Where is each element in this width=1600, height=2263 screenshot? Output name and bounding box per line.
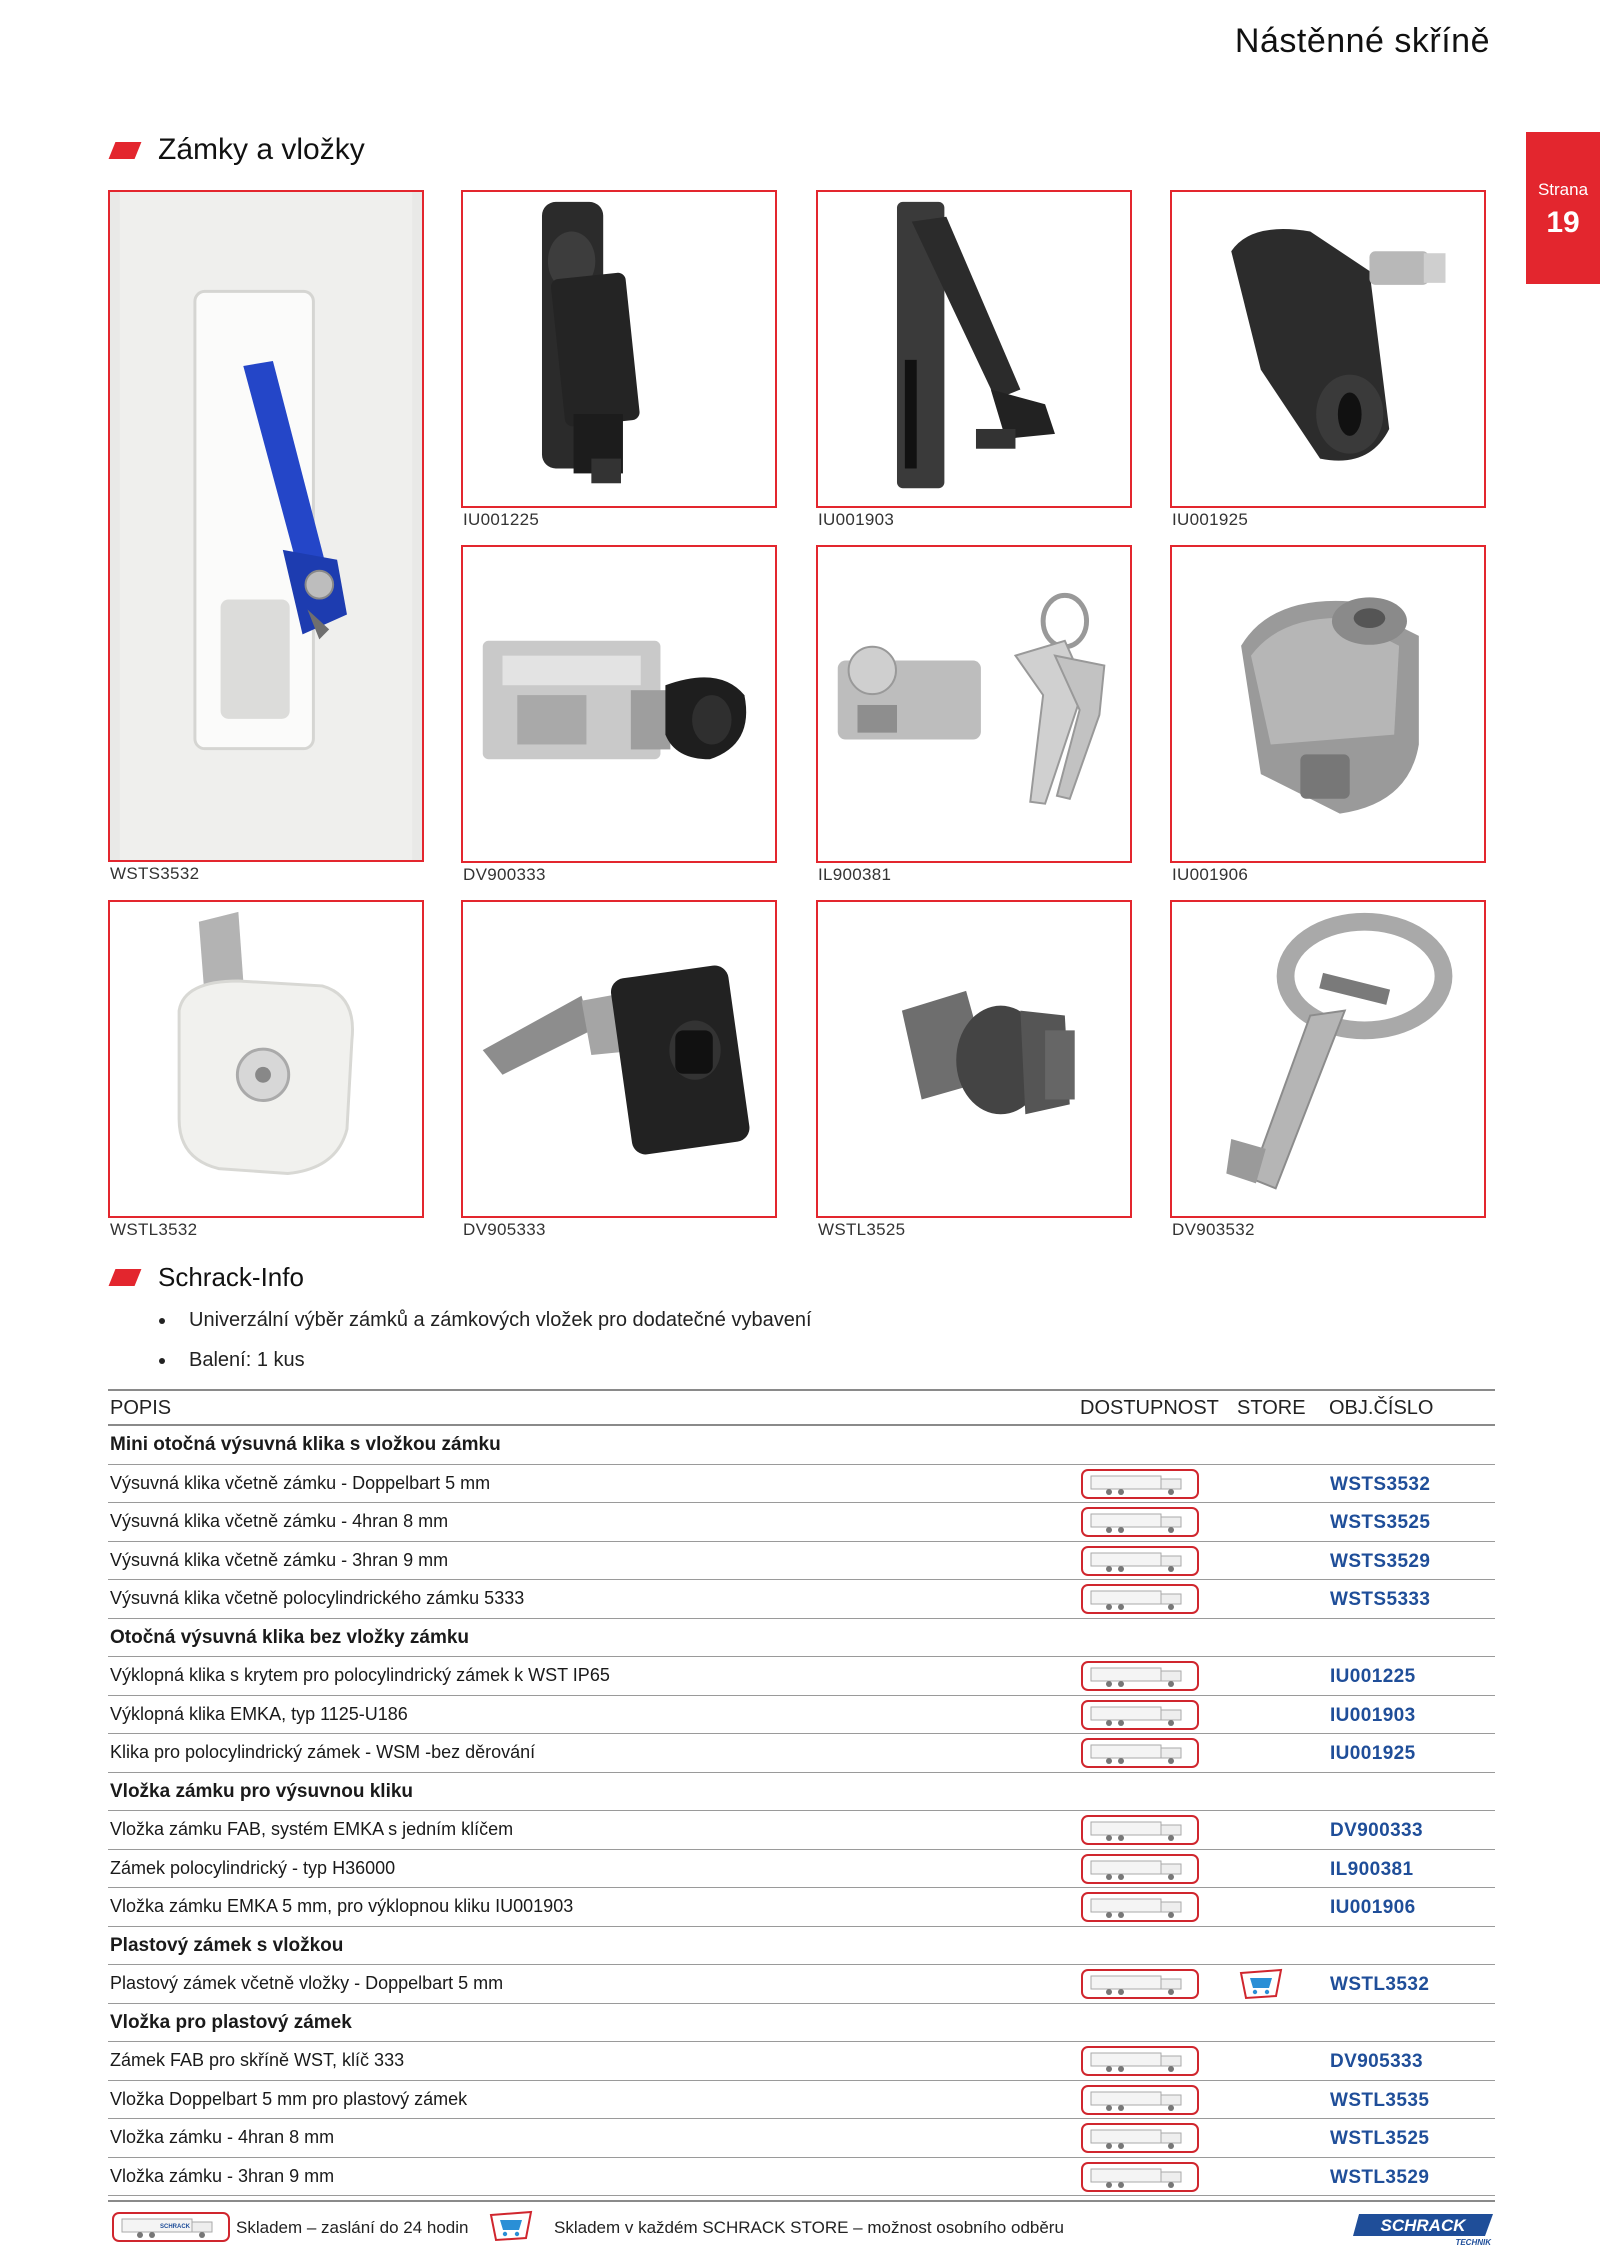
product-image-iu001925 xyxy=(1170,190,1486,508)
table-row xyxy=(108,2042,1495,2081)
table-row xyxy=(108,1734,1495,1773)
table-row xyxy=(108,1850,1495,1889)
row-description: Mini otočná výsuvná klika s vložkou zámku xyxy=(110,1434,501,1455)
product-caption: IL900381 xyxy=(818,865,892,884)
section-title: Zámky a vložky xyxy=(158,133,365,166)
row-description: Výklopná klika s krytem pro polocylindrický zámek k WST IP65 xyxy=(110,1665,610,1685)
order-number-link[interactable]: IU001225 xyxy=(1330,1666,1416,1687)
table-row xyxy=(108,2158,1495,2197)
table-group-row xyxy=(108,1927,1495,1966)
row-description: Výsuvná klika včetně zámku - 4hran 8 mm xyxy=(110,1511,449,1531)
table-group-row xyxy=(108,1773,1495,1812)
product-image-iu001225 xyxy=(461,190,777,508)
row-description: Výsuvná klika včetně zámku - 3hran 9 mm xyxy=(110,1549,449,1570)
table-header xyxy=(108,1389,1495,1426)
row-description: Vložka zámku pro výsuvnou kliku xyxy=(110,1780,414,1802)
product-image-il900381 xyxy=(816,545,1132,863)
product-caption: WSTL3525 xyxy=(818,1220,906,1239)
col-header-availability: DOSTUPNOST xyxy=(1080,1397,1219,1419)
truck-icon xyxy=(1081,1507,1199,1537)
truck-icon xyxy=(1081,1661,1199,1691)
info-bullet-list xyxy=(155,1306,812,1386)
section-marker-icon xyxy=(109,1269,142,1286)
info-bullet: Balení: 1 kus xyxy=(155,1346,812,1386)
section-heading-info xyxy=(112,1262,304,1293)
product-image-dv905333 xyxy=(461,900,777,1218)
schrack-logo xyxy=(1353,2212,1495,2246)
product-caption: DV905333 xyxy=(463,1220,546,1239)
row-description: Vložka zámku - 3hran 9 mm xyxy=(110,2165,335,2186)
half-cylinder-with-keys-image xyxy=(818,547,1130,861)
product-table xyxy=(108,1389,1495,2196)
table-group-row xyxy=(108,1619,1495,1658)
row-description: Plastový zámek včetně vložky - Doppelbart 5 mm xyxy=(110,1973,504,1993)
truck-icon xyxy=(1081,1854,1199,1884)
truck-icon xyxy=(1081,2085,1199,2115)
page-tab-label: Strana xyxy=(1537,180,1589,199)
table-row xyxy=(108,2119,1495,2158)
fab-lock-insert-image xyxy=(463,547,775,861)
truck-icon xyxy=(1081,1700,1199,1730)
product-image-iu001903 xyxy=(816,190,1132,508)
emka-lock-insert-image xyxy=(1172,547,1484,861)
row-description: Vložka zámku EMKA 5 mm, pro výklopnou kliku IU001903 xyxy=(110,1896,574,1916)
shopping-cart-icon xyxy=(1238,1968,1284,2000)
info-bullet: Univerzální výběr zámků a zámkových vložek pro dodatečné vybavení xyxy=(155,1306,812,1346)
order-number-link[interactable]: WSTL3532 xyxy=(1330,1974,1430,1995)
svg-text:SCHRACK: SCHRACK xyxy=(160,2224,190,2230)
product-caption: IU001925 xyxy=(1172,510,1249,529)
order-number-link[interactable]: WSTS3529 xyxy=(1330,1550,1431,1572)
product-caption: DV903532 xyxy=(1172,1220,1255,1239)
product-caption: WSTS3532 xyxy=(110,864,200,883)
legend xyxy=(108,2200,1495,2244)
truck-icon xyxy=(1081,2162,1199,2192)
truck-icon xyxy=(1081,2046,1199,2076)
truck-icon xyxy=(1081,1892,1199,1922)
page-tab-number: 19 xyxy=(1546,206,1580,239)
page-title: Nástěnné skříně xyxy=(1234,22,1490,60)
cabinet-key-image xyxy=(1172,902,1484,1216)
truck-icon xyxy=(1081,1469,1199,1499)
truck-icon xyxy=(1081,1815,1199,1845)
legend-store-text: Skladem v každém SCHRACK STORE – možnost osobního odběru xyxy=(554,2218,1064,2237)
svg-text:SCHRACK: SCHRACK xyxy=(1380,2216,1466,2235)
table-row xyxy=(108,1465,1495,1504)
order-number-link[interactable]: DV900333 xyxy=(1330,1820,1423,1841)
fab-cam-lock-image xyxy=(463,902,775,1216)
product-caption: IU001906 xyxy=(1172,865,1249,884)
order-number-link[interactable]: IU001906 xyxy=(1330,1897,1416,1918)
order-number-link[interactable]: WSTS3532 xyxy=(1330,1473,1431,1495)
row-description: Výsuvná klika včetně polocylindrického zámku 5333 xyxy=(110,1588,525,1608)
order-number-link[interactable]: DV905333 xyxy=(1330,2051,1423,2072)
truck-icon xyxy=(1081,1546,1199,1576)
order-number-link[interactable]: WSTL3535 xyxy=(1330,2089,1430,2111)
col-header-store: STORE xyxy=(1237,1397,1306,1419)
order-number-link[interactable]: IL900381 xyxy=(1330,1858,1414,1880)
table-row xyxy=(108,1542,1495,1581)
product-image-iu001906 xyxy=(1170,545,1486,863)
emka-swing-handle-image xyxy=(818,192,1130,506)
row-description: Klika pro polocylindrický zámek - WSM -bez děrování xyxy=(110,1742,536,1762)
table-group-row xyxy=(108,2004,1495,2043)
legend-stock-text: Skladem – zaslání do 24 hodin xyxy=(236,2218,469,2237)
row-description: Zámek FAB pro skříně WST, klíč 333 xyxy=(110,2050,405,2070)
svg-text:TECHNIK: TECHNIK xyxy=(1455,2238,1491,2246)
product-caption: IU001903 xyxy=(818,510,895,529)
table-row xyxy=(108,1811,1495,1850)
product-caption: DV900333 xyxy=(463,865,546,884)
table-group-row xyxy=(108,1426,1495,1465)
black-swing-handle-image xyxy=(463,192,775,506)
black-lever-lock-image xyxy=(1172,192,1484,506)
square-insert-image xyxy=(818,902,1130,1216)
product-image-dv900333 xyxy=(461,545,777,863)
product-caption: WSTL3532 xyxy=(110,1220,198,1239)
row-description: Výsuvná klika včetně zámku - Doppelbart 5 mm xyxy=(110,1472,491,1493)
row-description: Zámek polocylindrický - typ H36000 xyxy=(110,1857,396,1878)
row-description: Vložka Doppelbart 5 mm pro plastový zámek xyxy=(110,2088,468,2109)
table-row xyxy=(108,1696,1495,1735)
truck-icon xyxy=(1081,1969,1199,1999)
row-description: Vložka zámku FAB, systém EMKA s jedním klíčem xyxy=(110,1819,514,1839)
product-caption: IU001225 xyxy=(463,510,540,529)
order-number-link[interactable]: IU001925 xyxy=(1330,1743,1416,1764)
truck-icon xyxy=(112,2212,230,2242)
truck-icon xyxy=(1081,2123,1199,2153)
product-image-dv903532 xyxy=(1170,900,1486,1218)
col-header-desc: POPIS xyxy=(110,1397,172,1419)
section-heading-locks xyxy=(112,133,365,167)
table-body xyxy=(108,1426,1495,2196)
table-row xyxy=(108,1888,1495,1927)
truck-icon xyxy=(1081,1738,1199,1768)
col-header-order: OBJ.ČÍSLO xyxy=(1329,1397,1434,1419)
product-image-wsts3532 xyxy=(108,190,424,862)
white-plastic-lock-image xyxy=(110,902,422,1216)
row-description: Plastový zámek s vložkou xyxy=(110,1934,344,1956)
order-number-link[interactable]: WSTL3529 xyxy=(1330,2166,1430,2188)
row-description: Otočná výsuvná klika bez vložky zámku xyxy=(110,1626,470,1648)
row-description: Vložka pro plastový zámek xyxy=(110,2011,352,2033)
table-row xyxy=(108,1657,1495,1696)
order-number-link[interactable]: WSTS3525 xyxy=(1330,1512,1431,1533)
table-row xyxy=(108,2081,1495,2120)
section-title: Schrack-Info xyxy=(158,1262,304,1292)
truck-icon xyxy=(1081,1584,1199,1614)
product-image-wstl3525 xyxy=(816,900,1132,1218)
table-row xyxy=(108,1503,1495,1542)
product-image-wstl3532 xyxy=(108,900,424,1218)
section-marker-icon xyxy=(109,142,142,159)
order-number-link[interactable]: IU001903 xyxy=(1330,1704,1416,1726)
order-number-link[interactable]: WSTS5333 xyxy=(1330,1589,1431,1610)
order-number-link[interactable]: WSTL3525 xyxy=(1330,2128,1430,2149)
door-handle-blue-image xyxy=(110,192,422,860)
table-row xyxy=(108,1965,1495,2004)
table-row xyxy=(108,1580,1495,1619)
row-description: Výklopná klika EMKA, typ 1125-U186 xyxy=(110,1703,408,1724)
row-description: Vložka zámku - 4hran 8 mm xyxy=(110,2127,335,2147)
page-number-tab xyxy=(1526,132,1600,284)
shopping-cart-icon xyxy=(488,2210,534,2242)
